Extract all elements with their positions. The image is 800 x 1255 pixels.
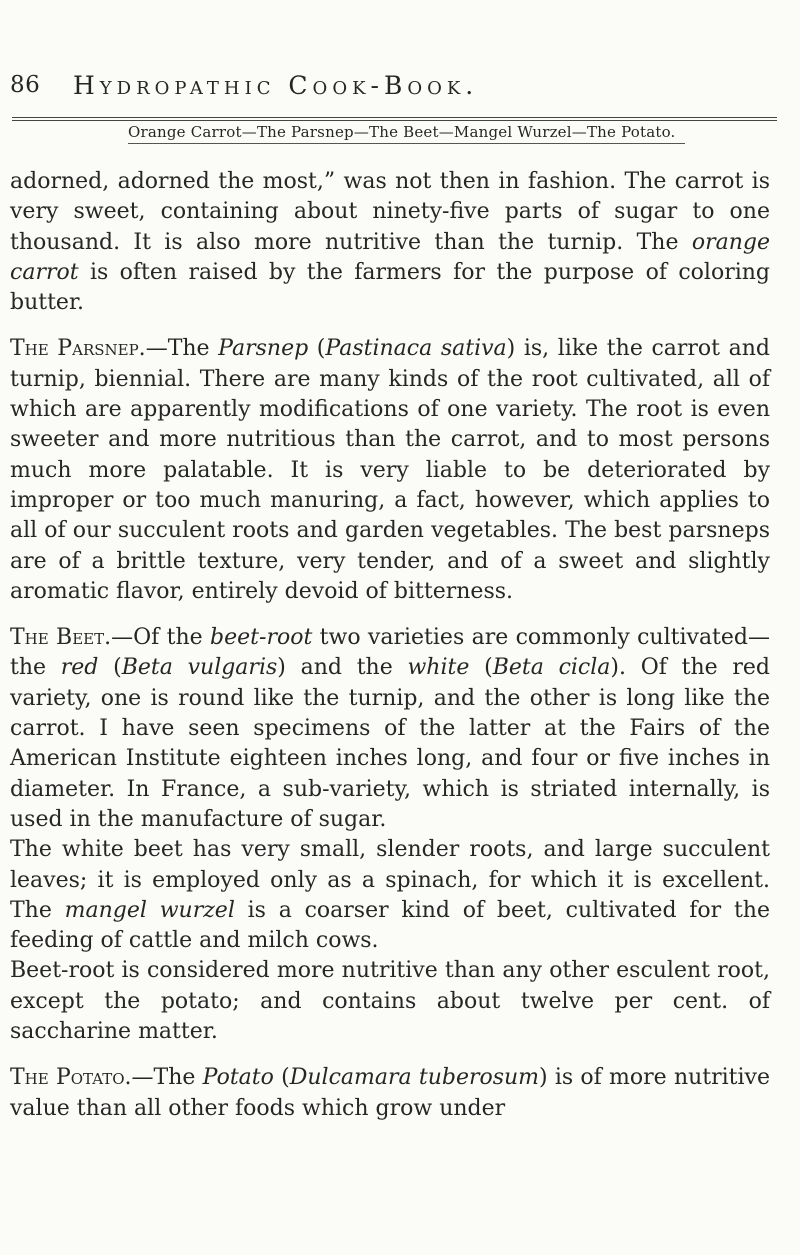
potato-text-2: ) is of more nutritive value than all other foods which grow under: [10, 1065, 770, 1121]
beet-text-4: ). Of the red variety, one is round like the turnip, and the other is long like the carrot. I have seen specimens of the latter at the Fairs of the American Institute eighteen inches long, and four or five inches in diameter. In France, a sub-variety, which is striated internally, is used in the manufacture of sugar.: [10, 655, 771, 832]
section-subheader: Orange Carrot—The Parsnep—The Beet—Mangel Wurzel—The Potato.: [128, 123, 676, 141]
page-number: 86: [10, 72, 41, 98]
potato-heading: The Potato.: [10, 1065, 132, 1091]
beta-cicla-name: Beta cicla: [492, 655, 611, 681]
parsnep-open-paren: (: [316, 336, 326, 362]
mangel-wurzel-term: mangel wurzel: [64, 897, 235, 923]
red-beet-term: red: [60, 655, 99, 681]
parsnep-text-2: ) is, like the carrot and turnip, biennial. There are many kinds of the root cultivated, all of which are apparently modifications of one variety. The root is even sweeter and more nutritious than the carrot, and to most persons much more palatable. It is very liable to be deteriorated by improper or too much manuring, a fact, however, which applies to all of our succulent roots and garden vegetables. The best parsneps are of a brittle texture, very tender, and of a sweet and slightly aromatic flavor, entirely devoid of bitterness.: [10, 336, 770, 604]
beet-paragraph: [10, 623, 770, 835]
carrot-text-2: is often raised by the farmers for the purpose of coloring butter.: [10, 259, 770, 316]
potato-scientific-name: Dulcamara tuberosum: [289, 1065, 540, 1091]
beet-open-paren-1: (: [113, 655, 122, 681]
page-header: [10, 72, 770, 112]
potato-text-1: —The: [131, 1065, 196, 1091]
beet-open-paren-2: (: [484, 655, 493, 681]
running-title: Hydropathic Cook-Book.: [73, 71, 479, 100]
beetroot-paragraph: Beet-root is considered more nutritive than any other esculent root, except the potato; and contains about twelve per cent. of saccharine matter.: [10, 958, 770, 1045]
beet-text-1: —Of the: [111, 625, 203, 651]
carrot-paragraph: [10, 167, 770, 318]
beta-vulgaris-name: Beta vulgaris: [121, 655, 278, 681]
paragraph-gap: [10, 607, 770, 623]
paragraph-gap: [10, 1047, 770, 1063]
potato-paragraph: [10, 1063, 770, 1124]
white-beet-paragraph: [10, 835, 770, 956]
header-double-rule: [12, 117, 777, 121]
parsnep-term: Parsnep: [218, 336, 309, 362]
parsnep-heading: The Parsnep.: [10, 336, 146, 362]
paragraph-gap: [10, 318, 770, 334]
main-text: [10, 167, 770, 1124]
beet-root-term: beet-root: [210, 625, 313, 651]
white-beet-text-1: The white beet has very small, slender roots, and large succulent leaves; it is employed only as a spinach, for which it is excellent. The: [10, 837, 770, 923]
parsnep-text-1: —The: [145, 336, 210, 362]
white-beet-text-2: is a coarser kind of beet, cultivated for the feeding of cattle and milch cows.: [10, 897, 770, 954]
beet-text-3: ) and the: [277, 655, 393, 681]
potato-open-paren: (: [281, 1065, 290, 1091]
white-beet-term: white: [407, 655, 470, 681]
parsnep-paragraph: [10, 334, 770, 607]
orange-carrot-term: orange carrot: [10, 229, 770, 285]
potato-term: Potato: [202, 1065, 274, 1091]
carrot-text-1: adorned, adorned the most,” was not then in fashion. The carrot is very sweet, containing about ninety-five parts of sugar to one thousand. It is also more nutritive than the turnip. The: [10, 169, 770, 255]
beet-text-2: two varieties are commonly cultivated—the: [10, 625, 770, 681]
subheader-rule: [128, 143, 685, 144]
parsnep-scientific-name: Pastinaca sativa: [325, 336, 507, 362]
beet-heading: The Beet.: [10, 625, 112, 651]
